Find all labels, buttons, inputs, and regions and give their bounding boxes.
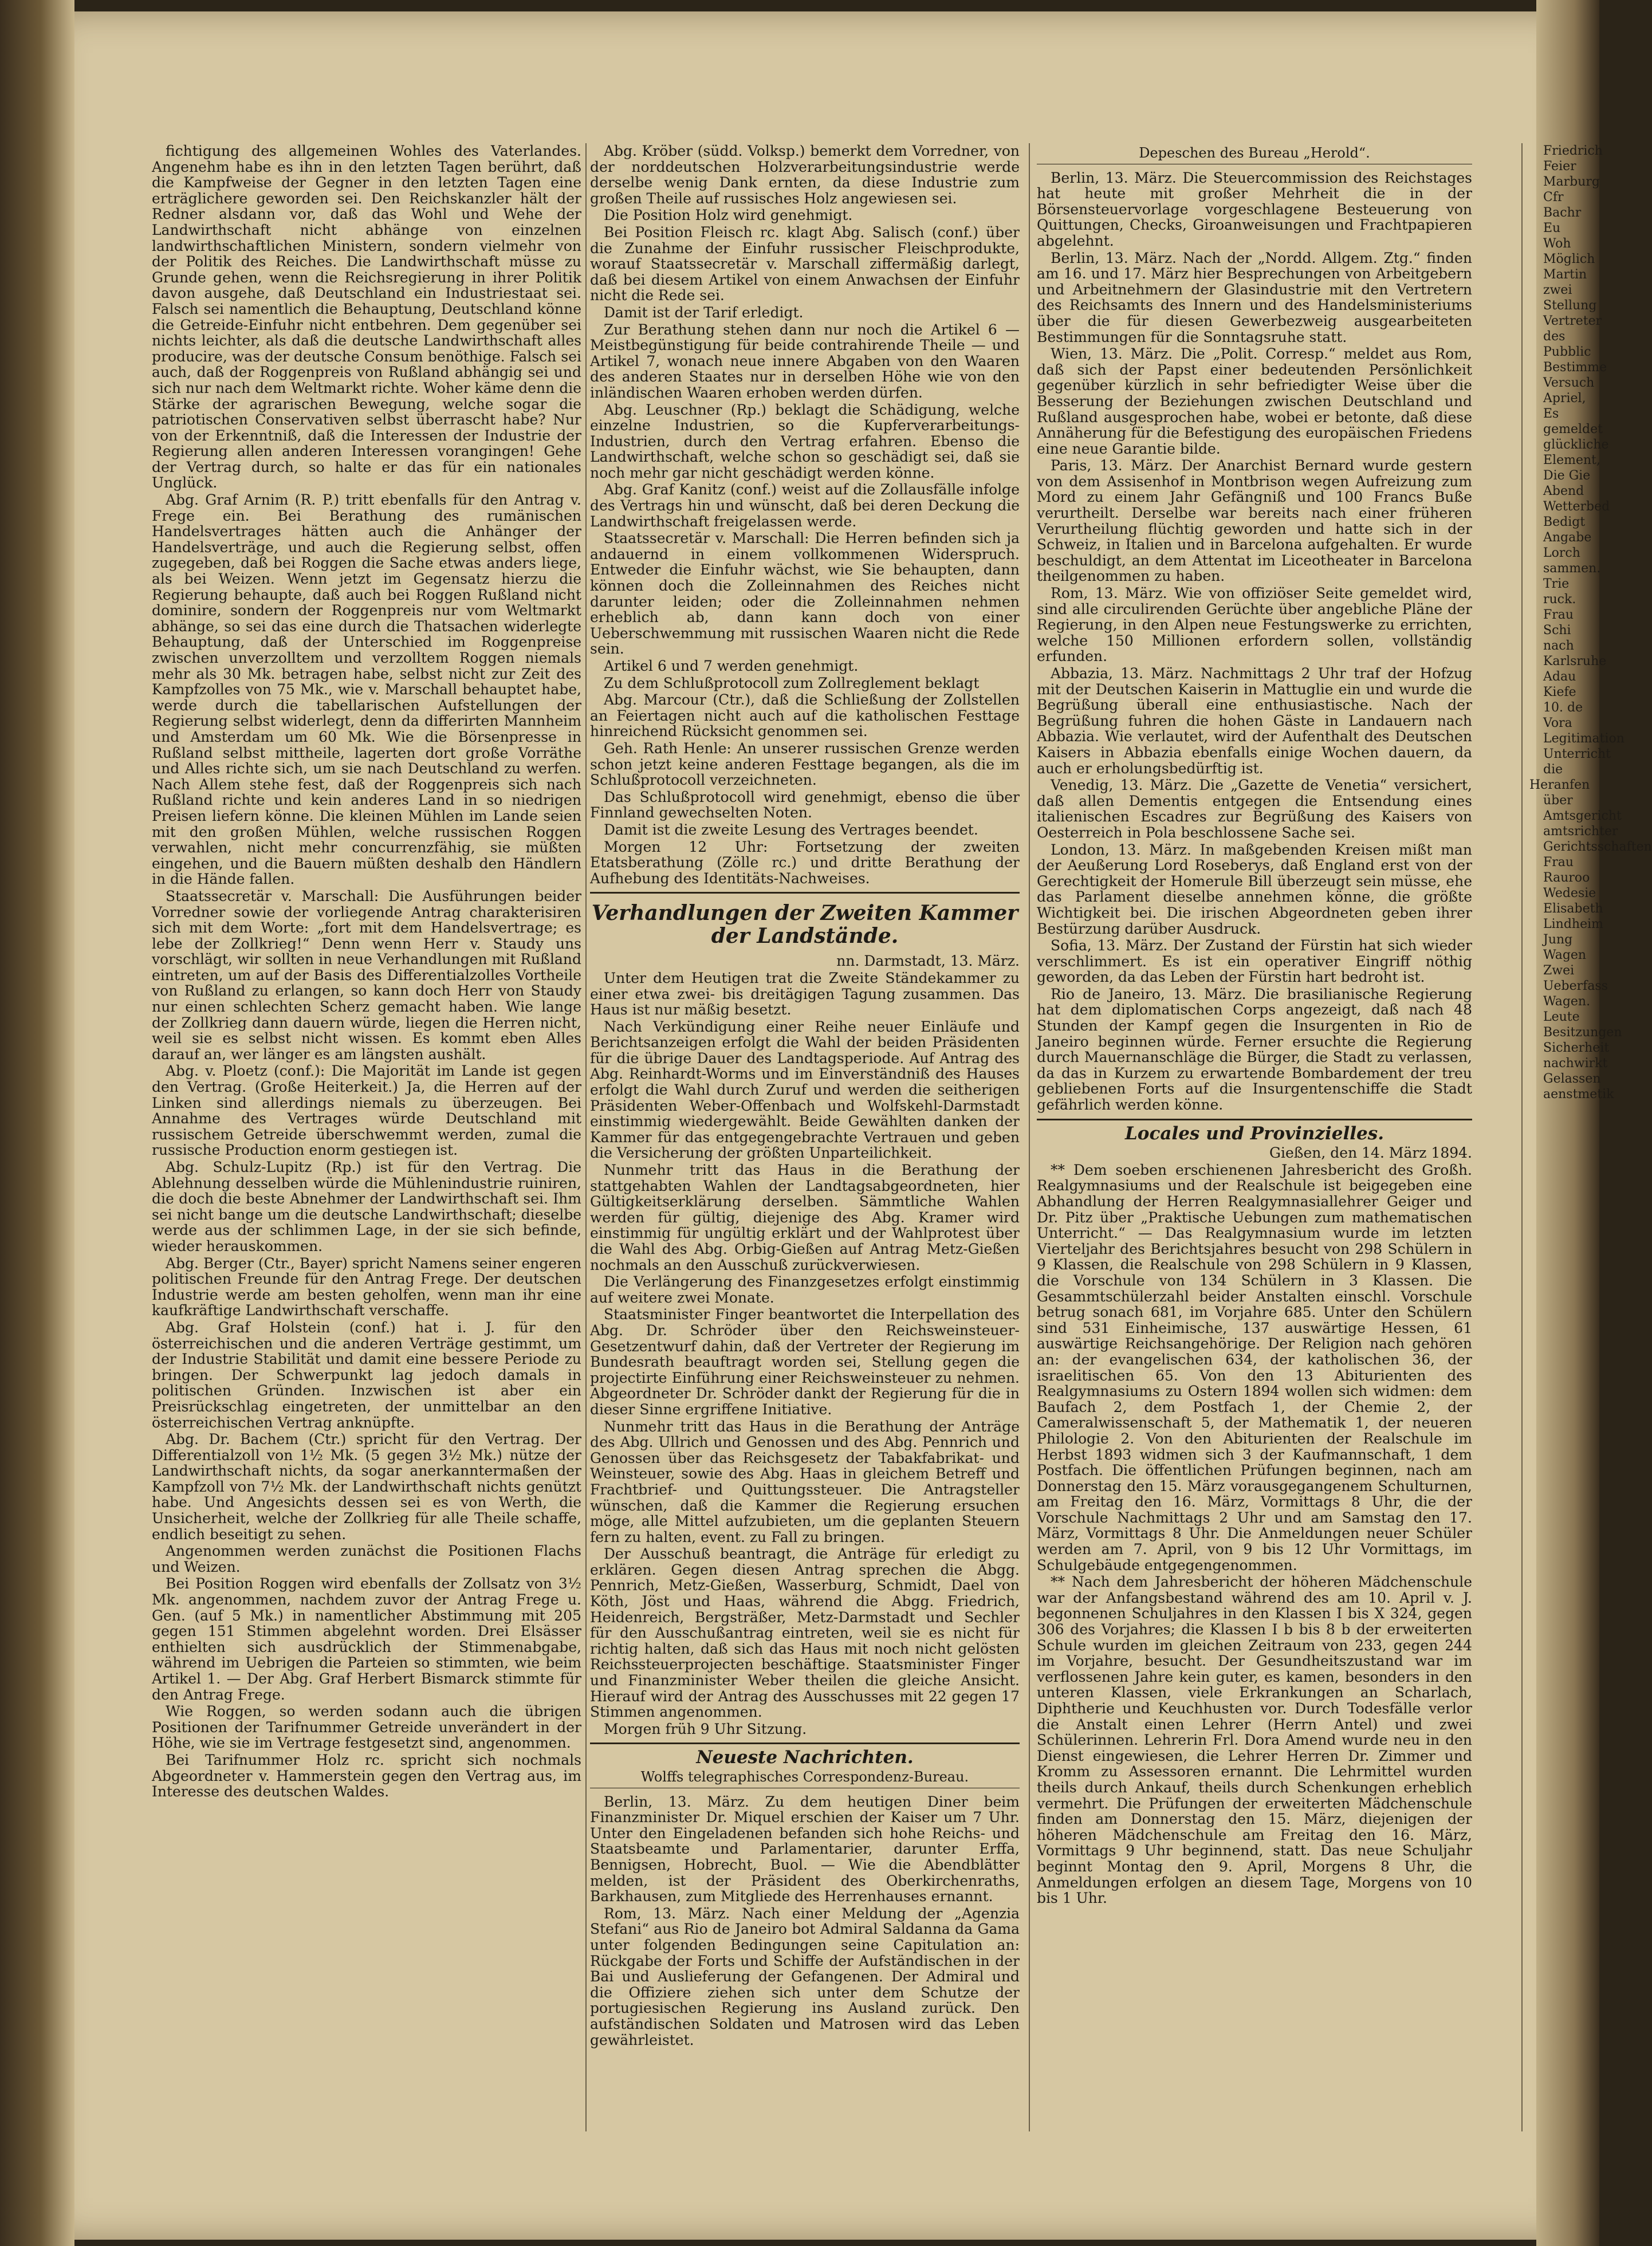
edge-fragment: Martin [1543,268,1587,282]
edge-fragment: Cfr [1543,190,1564,204]
edge-fragment: Jung [1543,933,1573,947]
edge-fragment: über [1543,793,1573,808]
edge-fragment: des [1543,329,1566,344]
edge-fragment: Angabe [1543,530,1592,545]
edge-fragment: Eu [1543,221,1561,235]
paragraph: Rom, 13. März. Wie von offiziöser Seite gemeldet wird, sind alle circulirenden Gerüchte über angebliche Pläne der Regierung, in den Alpen neue Festungswerke zu errichten, welche 150 Millionen erfordern sollen, vollständig erfunden. [1037,585,1472,665]
paragraph: Abg. Schulz-Lupitz (Rp.) ist für den Vertrag. Die Ablehnung desselben würde die Mühlenindustrie ruiniren, die doch die beste Abnehmer der Landwirthschaft sei. Ihm sei nicht bange um die deutsche Landwirthschaft; dieselbe werde aus der schlimmen Lage, in der sie sich befinde, wieder herauskommen. [152,1159,581,1254]
edge-fragment: ruck. [1543,592,1576,607]
section-heading-locales: Locales und Provinzielles. [1125,1123,1384,1144]
edge-fragment: 10. de [1543,701,1583,715]
paragraph: Zu dem Schlußprotocoll zum Zollreglement beklagt [604,674,980,691]
paragraph: London, 13. März. In maßgebenden Kreisen mißt man der Aeußerung Lord Roseberys, daß England erst von der Gerechtigkeit der Homerule Bill überzeugt sein müsse, ehe das Parlament dieselbe annehmen könne, die größte Wichtigkeit bei. Die irischen Abgeordneten geben ihrer Bestürzung darüber Ausdruck. [1037,841,1472,937]
edge-fragment: Gerichtsschaften [1543,840,1652,854]
paragraph: Die Position Holz wird genehmigt. [604,207,853,224]
edge-fragment: nachwirkt [1543,1056,1608,1071]
edge-fragment: Bedigt [1543,515,1586,529]
edge-fragment: Möglich [1543,252,1595,266]
edge-fragment: aenstmetik [1543,1087,1614,1102]
paragraph: Rio de Janeiro, 13. März. Die brasilianische Regierung hat dem diplomatischen Corps angezeigt, daß nach 48 Stunden der Kampf gegen die Insurgenten in Rio de Janeiro beginnen würde. Ferner ersuchte die Regierung durch Mauernanschläge die Bürger, die Stadt zu verlassen, da das in Kurzem zu erwartende Bombardement der treu gebliebenen Forts auf die Insurgentenschiffe die Stadt gefährlich werden könne. [1037,985,1472,1114]
section-divider [590,892,1020,894]
edge-fragment: Abend [1543,484,1584,498]
edge-fragment: die Heranfen [1529,762,1590,792]
edge-fragment: Die Gie [1543,469,1591,483]
edge-fragment: nach [1543,639,1574,653]
paragraph: Zur Berathung stehen dann nur noch die Artikel 6 — Meistbegünstigung für beide contrahirende Theile — und Artikel 7, wonach neue innere Abgaben von den Waaren des anderen Staates nur in derselben Höhe wie von den inländischen Waaren erhoben werden dürfen. [590,321,1020,401]
edge-fragment: Feier [1543,159,1576,174]
edge-fragment: Zwei [1543,963,1575,978]
paragraph: Rom, 13. März. Nach einer Meldung der „Agenzia Stefani“ aus Rio de Janeiro bot Admiral Saldanna da Gama unter folgenden Bedingungen seine Capitulation an: Rückgabe der Forts und Schiffe der Aufständischen in der Bai und Auslieferung der Gefangenen. Der Admiral und die Offiziere ziehen sich unter dem Schutze der portugiesischen Regierung ins Ausland zurück. Den aufständischen Soldaten und Matrosen wird das Leben gewährleistet. [590,1905,1020,2048]
edge-fragment: Sicherheit [1543,1041,1610,1055]
edge-fragment: Marburg [1543,175,1600,189]
edge-fragment: Bestimme [1543,360,1607,375]
edge-fragment: Unterricht [1543,747,1611,761]
edge-fragment: Wetterbed [1543,499,1610,514]
column-debate-and-news [590,143,1020,2131]
section-heading-news: Neueste Nachrichten. [696,1747,914,1768]
column-reichstag-debate [152,143,581,2131]
column-dispatches-and-locals [1037,143,1472,2131]
edge-fragment: Friedrich [1543,144,1603,158]
edge-fragment: Versuch [1543,376,1595,390]
edge-fragment: gemeldet [1543,422,1603,436]
paragraph: Abbazia, 13. März. Nachmittags 2 Uhr traf der Hofzug mit der Deutschen Kaiserin in Mattuglie ein und wurde die Begrüßung überall eine enthusiastische. Nach der Begrüßung fuhren die hohen Gäste in Landauern nach Abbazia. Wie verlautet, wird der Aufenthalt des Deutschen Kaisers in Abbazia ebenfalls einige Wochen dauern, da auch er erholungsbedürftig ist. [1037,665,1472,777]
edge-fragment: Gelassen [1543,1072,1601,1086]
paragraph: Geh. Rath Henle: An unserer russischen Grenze werden schon jetzt keine anderen Festtage begangen, als die im Schlußprotocoll verzeichneten. [590,740,1020,789]
section-divider [590,1742,1020,1744]
column-cut-off-edge [1529,143,1652,2131]
paragraph: Abg. Graf Arnim (R. P.) tritt ebenfalls für den Antrag v. Frege ein. Bei Berathung des rumänischen Handelsvertrages hätten auch die Anhänger der Handelsverträge, und auch die Regierung selbst, offen zugegeben, daß bei Roggen die Sache etwas anders liege, als bei Weizen. Wenn jetzt im Gegensatz hierzu die Regierung behaupte, daß auch bei Roggen Rußland nicht dominire, sondern der Roggenpreis nur vom Weltmarkt abhänge, so sei das eine durch die Thatsachen widerlegte Behauptung, daß der Unterschied im Roggenpreise zwischen unverzolltem und verzolltem Roggen niemals mehr als 30 Mk. betragen habe, selbst nicht zur Zeit des Kampfzolles von 75 Mk., wie v. Marschall behauptet habe, werde durch die tabellarischen Aufstellungen der Regierung selbst widerlegt, denn da differirten Mannheim und Amsterdam um 60 Mk. Wie die Börsenpresse in Rußland selbst mittheile, lagerten dort große Vorräthe und Alles richte sich, um sie nach Deutschland zu werfen. Nach Allem stehe fest, daß der Roggenpreis sich nach Rußland richte und kein anderes Land in so niedrigen Preisen liefern könne. Die kleinen Mühlen im Lande seien mit den großen Mühlen, welche russischen Roggen verwahlen, nicht mehr concurrenzfähig, sie müßten eingehen, und die Bauern müßten deshalb den Händlern in die Hände fallen. [152,491,581,888]
edge-fragment: Wagen. [1543,994,1591,1009]
edge-fragment: Kiefe [1543,685,1576,699]
edge-fragment: Besitzungen [1543,1025,1622,1040]
edge-fragment: Karlsruhe [1543,654,1607,668]
paragraph: Berlin, 13. März. Zu dem heutigen Diner beim Finanzminister Dr. Miquel erschien der Kaiser um 7 Uhr. Unter den Eingeladenen befanden sich hohe Reichs- und Staatsbeamte und Parlamentarier, darunter Erffa, Bennigsen, Hobrecht, Buol. — Wie die Abendblätter melden, ist der Präsident des Oberkirchenraths, Barkhausen, zum Mitgliede des Herrenhauses ernannt. [590,1793,1020,1905]
paragraph: ** Nach dem Jahresbericht der höheren Mädchenschule war der Anfangsbestand während des am 10. April v. J. begonnenen Schuljahres in den Klassen I bis X 324, gegen 306 des Vorjahres; die Klassen I b bis 8 b der erweiterten Schule wurden im gleichen Zeitraum von 233, gegen 244 im Vorjahre, besucht. Der Gesundheitszustand war im verflossenen Jahre kein guter, es kamen, besonders in den unteren Klassen, viele Erkrankungen an Scharlach, Diphtherie und Keuchhusten vor. Durch Todesfälle verlor die Anstalt einen Lehrer (Herrn Antel) und zwei Schülerinnen. Lehrerin Frl. Dora Amend wurde neu in den Dienst eingewiesen, die Lehrer Herren Dr. Zimmer und Kromm zu Assessoren ernannt. Die Lehrmittel wurden theils durch Ankauf, theils durch Schenkungen erheblich vermehrt. Die Prüfungen der erweiterten Mädchenschule finden am Donnerstag den 15. März, diejenigen der höheren Mädchenschule am Freitag den 16. März, Vormittags 9 Uhr beginnend, statt. Das neue Schuljahr beginnt Montag den 9. April, Morgens 8 Uhr, die Anmeldungen erfolgen an diesem Tage, Morgens von 10 bis 1 Uhr. [1037,1574,1472,1907]
edge-fragment: Legitimation [1543,731,1625,746]
paragraph: Abg. Marcour (Ctr.), daß die Schließung der Zollstellen an Feiertagen nicht auch auf die katholischen Festtage hinreichend Rücksicht genommen sei. [590,691,1020,740]
dateline: nn. Darmstadt, 13. März. [836,953,1020,970]
edge-fragment: glückliche [1543,438,1609,452]
paragraph: Bei Tarifnummer Holz rc. spricht sich nochmals Abgeordneter v. Hammerstein gegen den Vertrag aus, im Interesse des deutschen Waldes. [152,1751,581,1800]
paragraph: Abg. Leuschner (Rp.) beklagt die Schädigung, welche einzelne Industrien, so die Kupferverarbeitungs-Industrien, durch den Vertrag erfahren. Ebenso die Landwirthschaft, welche schon so geschädigt sei, daß sie noch mehr gar nicht geschädigt werden könne. [590,401,1020,481]
paragraph: Berlin, 13. März. Nach der „Nordd. Allgem. Ztg.“ finden am 16. und 17. März hier Besprechungen von Arbeitgebern und Arbeitnehmern der Glasindustrie mit den Vertretern des Reichsamts des Innern und des Handelsministeriums über die für diesen Gewerbezweig ausgearbeiteten Bestimmungen für die Sonntagsruhe statt. [1037,249,1472,345]
edge-fragment: Rauroo [1543,871,1590,885]
paragraph: Staatssecretär v. Marschall: Die Herren befinden sich ja andauernd in einem vollkommenen Widerspruch. Entweder die Einfuhr wächst, wie Sie behaupten, dann können doch die Zolleinnahmen des Reiches nicht darunter leiden; oder die Zolleinnahmen nehmen erheblich ab, dann kann doch von einer Ueberschwemmung mit russischen Waaren nicht die Rede sein. [590,530,1020,658]
edge-fragment: Adau [1543,670,1576,684]
column-rule [585,143,587,2131]
section-heading-depeschen: Depeschen des Bureau „Herold“. [1139,145,1370,161]
paragraph: Damit ist der Tarif erledigt. [604,304,804,321]
edge-fragment: Vora [1543,716,1572,730]
edge-fragment: sammen. [1543,561,1601,576]
paragraph: Bei Position Fleisch rc. klagt Abg. Salisch (conf.) über die Zunahme der Einfuhr russischer Fleischprodukte, worauf Staatssecretär v. Marschall ziffermäßig darlegt, daß bei diesem Artikel von einem Anwachsen der Einfuhr nicht die Rede sei. [590,223,1020,304]
paragraph: Abg. v. Ploetz (conf.): Die Majorität im Lande ist gegen den Vertrag. (Große Heiterkeit.) Ja, die Herren auf der Linken sind allerdings niemals zu überzeugen. Bei Annahme des Vertrages würde Deutschland mit russischem Getreide überschwemmt werden, zumal die russische Production enorm gestiegen ist. [152,1063,581,1159]
paragraph: Abg. Berger (Ctr., Bayer) spricht Namens seiner engeren politischen Freunde für den Antrag Frege. Der deutschen Industrie werde am besten geholfen, wenn man ihr eine kaufkräftige Landwirthschaft verschaffe. [152,1254,581,1319]
paragraph: fichtigung des allgemeinen Wohles des Vaterlandes. Angenehm habe es ihn in den letzten Tagen berührt, daß die Kampfweise der Gegner in den letzten Tagen eine erträglichere geworden sei. Den Reichskanzler hält der Redner alsdann vor, daß das Wohl und Wehe der Landwirthschaft nicht abhänge von einzelnen landwirthschaftlichen Ministern, sondern vielmehr von der Politik des Reiches. Die Landwirthschaft müsse zu Grunde gehen, wenn die Reichsregierung in ihrer Politik davon ausgehe, daß Deutschland ein Industriestaat sei. Falsch sei namentlich die Behauptung, Deutschland könne die Getreide-Einfuhr nicht entbehren. Dem gegenüber sei nichts leichter, als daß die deutsche Landwirthschaft alles producire, was der deutsche Consum benöthige. Falsch sei auch, daß der Roggenpreis von Rußland abhängig sei und sich nur nach dem Weltmarkt richte. Woher käme denn die Stärke der agrarischen Bewegung, welche sogar die patriotischen Conservativen selbst überrascht habe? Nur von der Erkenntniß, daß die Interessen der Industrie der Regierung allen anderen Interessen vorangingen! Gehe der Vertrag durch, so halte er das für ein nationales Unglück. [152,143,581,491]
edge-fragment: Es [1543,407,1559,421]
edge-fragment: Frau [1543,855,1574,870]
paragraph: Staatssecretär v. Marschall: Die Ausführungen beider Vorredner sowie der vorliegende Antrag charakterisiren sich mit dem Worte: „fort mit dem Handelsvertrage; es lebe der Zollkrieg!“ Denn wenn Herr v. Staudy uns vorschlägt, wir sollten in neue Verhandlungen mit Rußland eintreten, um auf der Basis des Differentialzolles Vortheile von Rußland zu erlangen, so kann doch Herr von Staudy nur einen schlechten Scherz gemacht haben. Wie lange der Zollkrieg dann dauern würde, liegen die Herren nicht, weil sie es selbst nicht wissen. Es kommt eben Alles darauf an, wer länger es am längsten aushält. [152,887,581,1063]
paragraph: Bei Position Roggen wird ebenfalls der Zollsatz von 3½ Mk. angenommen, nachdem zuvor der Antrag Frege u. Gen. (auf 5 Mk.) in namentlicher Abstimmung mit 205 gegen 151 Stimmen abgelehnt worden. Drei Elsässer enthielten sich ausdrücklich der Stimmenabgabe, während im Uebrigen die Parteien so stimmten, wie beim Artikel 1. — Der Abg. Graf Herbert Bismarck stimmte für den Antrag Frege. [152,1575,581,1703]
edge-fragment: Woh [1543,237,1571,251]
edge-fragment: Element, [1543,453,1600,467]
edge-fragment: zwei [1543,283,1572,297]
paragraph: Nunmehr tritt das Haus in die Berathung der Anträge des Abg. Ullrich und Genossen und des Abg. Pennrich und Genossen über das Reichsgesetz der Tabakfabrikat- und Weinsteuer, sowie des Abg. Haas in gleichem Betreff und Frachtbrief- und Quittungssteuer. Die Antragsteller wünschen, daß die Kammer die Regierung ersuchen möge, alle Mittel aufzubieten, um die geplanten Steuern fern zu halten, event. zu Fall zu bringen. [590,1418,1020,1545]
paragraph: Staatsminister Finger beantwortet die Interpellation des Abg. Dr. Schröder über den Reichsweinsteuer-Gesetzentwurf dahin, daß der Vertreter der Regierung im Bundesrath beauftragt worden sei, Stellung gegen die projectirte Einführung einer Reichsweinsteuer zu nehmen. Abgeordneter Dr. Schröder dankt der Regierung für die in dieser Sinne ergriffene Initiative. [590,1306,1020,1418]
paragraph: Morgen früh 9 Uhr Sitzung. [604,1720,807,1737]
paragraph: Morgen 12 Uhr: Fortsetzung der zweiten Etatsberathung (Zölle rc.) und dritte Berathung der Aufhebung des Identitäts-Nachweises. [590,838,1020,887]
edge-fragment: Wagen [1543,948,1587,962]
paragraph: Sofia, 13. März. Der Zustand der Fürstin hat sich wieder verschlimmert. Es ist ein operativer Eingriff nöthig geworden, da das Leben der Fürstin hart bedroht ist. [1037,937,1472,986]
edge-fragment: Vertreter [1543,314,1602,328]
edge-fragment: Trie [1543,577,1570,591]
edge-fragment: Stellung [1543,298,1597,313]
paragraph: Artikel 6 und 7 werden genehmigt. [604,658,859,674]
edge-fragment: Bachr [1543,206,1582,220]
news-source: Wolffs telegraphisches Correspondenz-Bureau. [640,1769,969,1785]
edge-fragment: amtsrichter [1543,824,1618,839]
edge-fragment: Schi [1543,623,1571,638]
paragraph: Damit ist die zweite Lesung des Vertrages beendet. [604,821,978,838]
edge-fragment: Amtsgericht [1543,809,1622,823]
paragraph: Die Verlängerung des Finanzgesetzes erfolgt einstimmig auf weitere zwei Monate. [590,1273,1020,1306]
paragraph: Paris, 13. März. Der Anarchist Bernard wurde gestern von dem Assisenhof in Montbrison wegen Aufreizung zum Mord zu einem Jahr Gefängniß und 100 Francs Buße verurtheilt. Derselbe war bereits nach einer früheren Verurtheilung flüchtig geworden und hatte sich in der Schweiz, in Italien und in Barcelona aufgehalten. Er wurde beschuldigt, an dem Attentat im Liceotheater in Barcelona theilgenommen zu haben. [1037,457,1472,585]
paragraph: Wie Roggen, so werden sodann auch die übrigen Positionen der Tarifnummer Getreide unverändert in der Höhe, wie sie im Vertrage festgesetzt sind, angenommen. [152,1703,581,1752]
section-divider [1037,1119,1472,1120]
edge-fragment: Pubblic [1543,345,1591,359]
section-heading-landstaende: Verhandlungen der Zweiten Kammer der Landstände. [591,901,1018,949]
paragraph: Abg. Graf Holstein (conf.) hat i. J. für den österreichischen und die anderen Verträge gestimmt, um der Industrie Stabilität und damit eine bessere Periode zu bringen. Der Schwerpunkt lag jedoch damals in politischen Gründen. Inzwischen ist aber ein Preisrückschlag eingetreten, der unmittelbar an den österreichischen Vertrag anknüpfte. [152,1319,581,1431]
paragraph: Angenommen werden zunächst die Positionen Flachs und Weizen. [152,1543,581,1575]
paragraph: Berlin, 13. März. Die Steuercommission des Reichstages hat heute mit großer Mehrheit die in der Börsensteuervorlage vorgeschlagene Besteuerung von Quittungen, Checks, Giroanweisungen und Frachtpapieren abgelehnt. [1037,169,1472,249]
paragraph: Nach Verkündigung einer Reihe neuer Einläufe und Berichtsanzeigen erfolgt die Wahl der beiden Präsidenten für die übrige Dauer des Landtagsperiode. Auf Antrag des Abg. Reinhardt-Worms und im Einverständniß des Hauses erfolgt die Wahl durch Zuruf und werden die seitherigen Präsidenten Weber-Offenbach und Wolfskehl-Darmstadt einstimmig wiedergewählt. Beide Gewählten danken der Kammer für das entgegengebrachte Vertrauen und geben die Versicherung der größten Unparteilichkeit. [590,1018,1020,1162]
paragraph: Nunmehr tritt das Haus in die Berathung der stattgehabten Wahlen der Landtagsabgeordneten, hier Gültigkeitserklärung derselben. Sämmtliche Wahlen werden für gültig, diejenige des Abg. Kramer wird einstimmig für ungültig erklärt und der Wahlprotest über die Wahl des Abg. Orbig-Gießen auf Antrag Metz-Gießen nochmals an den Ausschuß zurückverwiesen. [590,1162,1020,1273]
edge-fragment: Lindheim [1543,917,1603,931]
paragraph: Der Ausschuß beantragt, die Anträge für erledigt zu erklären. Gegen diesen Antrag sprechen die Abgg. Pennrich, Metz-Gießen, Wasserburg, Schmidt, Dael von Köth, Jöst und Haas, während die Abgg. Friedrich, Heidenreich, Bergsträßer, Metz-Darmstadt und Sechler für den Ausschußantrag eintreten, weil sie es nicht für richtig halten, daß sich das Haus mit noch nicht gelösten Reichssteuerprojecten beschäftige. Staatsminister Finger und Finanzminister Weber theilen die gleiche Ansicht. Hierauf wird der Antrag des Ausschusses mit 22 gegen 17 Stimmen angenommen. [590,1545,1020,1721]
book-binding-gutter [0,0,74,2246]
paragraph: Abg. Graf Kanitz (conf.) weist auf die Zollausfälle infolge des Vertrags hin und wünscht, daß bei deren Deckung die Landwirthschaft freigelassen werde. [590,481,1020,530]
paragraph: Unter dem Heutigen trat die Zweite Ständekammer zu einer etwa zwei- bis dreitägigen Tagung zusammen. Das Haus ist nur mäßig besetzt. [590,969,1020,1018]
paragraph: Abg. Dr. Bachem (Ctr.) spricht für den Vertrag. Der Differentialzoll von 1½ Mk. (5 gegen 3½ Mk.) nütze der Landwirthschaft nichts, da sogar anerkanntermaßen der Kampfzoll von 7½ Mk. der Landwirthschaft nichts genützt habe. Und Angesichts dessen sei es von Werth, die Unsicherheit, welche der Zollkrieg für alle Theile schaffe, endlich beseitigt zu sehen. [152,1431,581,1543]
edge-fragment: Wedesie [1543,886,1596,900]
column-rule [1521,143,1523,2131]
edge-fragment: Ueberfass [1543,979,1608,993]
dateline: Gießen, den 14. März 1894. [1269,1144,1472,1162]
edge-fragment: Frau [1543,608,1574,622]
column-rule [1029,143,1030,2131]
edge-fragment: Lorch [1543,546,1580,560]
edge-fragment: Apriel, [1543,391,1586,406]
edge-fragment: Elisabeth [1543,902,1603,916]
paragraph: Wien, 13. März. Die „Polit. Corresp.“ meldet aus Rom, daß sich der Papst einer bedeutenden Persönlichkeit gegenüber kürzlich in sehr befriedigter Weise über die Besserung der Beziehungen zwischen Deutschland und Rußland ausgesprochen habe, wobei er betonte, daß diese Annäherung für die Befestigung des europäischen Friedens eine neue Garantie bilde. [1037,345,1472,457]
paragraph: ** Dem soeben erschienenen Jahresbericht des Großh. Realgymnasiums und der Realschule ist beigegeben eine Abhandlung der Herren Realgymnasiallehrer Geiger und Dr. Pitz über „Praktische Uebungen zum mathematischen Unterricht.“ — Das Realgymnasium wurde im letzten Vierteljahr des Berichtsjahres besucht von 298 Schülern in 9 Klassen, die Realschule von 298 Schülern in 9 Klassen, die Vorschule von 134 Schülern in 3 Klassen. Die Gesammtschülerzahl beider Anstalten einschl. Vorschule betrug sonach 681, im Vorjahre 685. Unter den Schülern sind 531 Einheimische, 137 auswärtige Hessen, 61 auswärtige Reichsangehörige. Der Religion nach gehören an: der evangelischen 634, der katholischen 36, der israelitischen 65. Von den 13 Abiturienten des Realgymnasiums zu Ostern 1894 wollen sich widmen: dem Baufach 2, dem Postfach 1, der Chemie 2, der Cameralwissenschaft 5, der Mathematik 1, der neueren Philologie 2. Von den Abiturienten der Realschule im Herbst 1893 widmen sich 3 der Kaufmannschaft, 1 dem Postfach. Die öffentlichen Prüfungen beginnen, nach am Donnerstag den 15. März vorausgegangenem Schulturnen, am Freitag den 16. März, Vormittags 8 Uhr, die der Vorschule Nachmittags 2 Uhr und am Samstag den 17. März, Vormittags 8 Uhr. Die Anmeldungen neuer Schüler werden am 7. April, von 9 bis 12 Uhr Vormittags, im Schulgebäude entgegengenommen. [1037,1161,1472,1574]
paragraph: Das Schlußprotocoll wird genehmigt, ebenso die über Finnland gewechselten Noten. [590,788,1020,821]
edge-fragment: Leute [1543,1010,1580,1024]
paragraph: Venedig, 13. März. Die „Gazette de Venetia“ versichert, daß allen Dementis entgegen die Entsendung eines italienischen Escadres zur Begrüßung des Kaisers von Oesterreich in Pola beschlossene Sache sei. [1037,777,1472,841]
paragraph: Abg. Kröber (südd. Volksp.) bemerkt dem Vorredner, von der norddeutschen Holzverarbeitungsindustrie werde derselbe wenig Dank ernten, da diese Industrie zum großen Theile auf russisches Holz angewiesen sei. [590,143,1020,207]
